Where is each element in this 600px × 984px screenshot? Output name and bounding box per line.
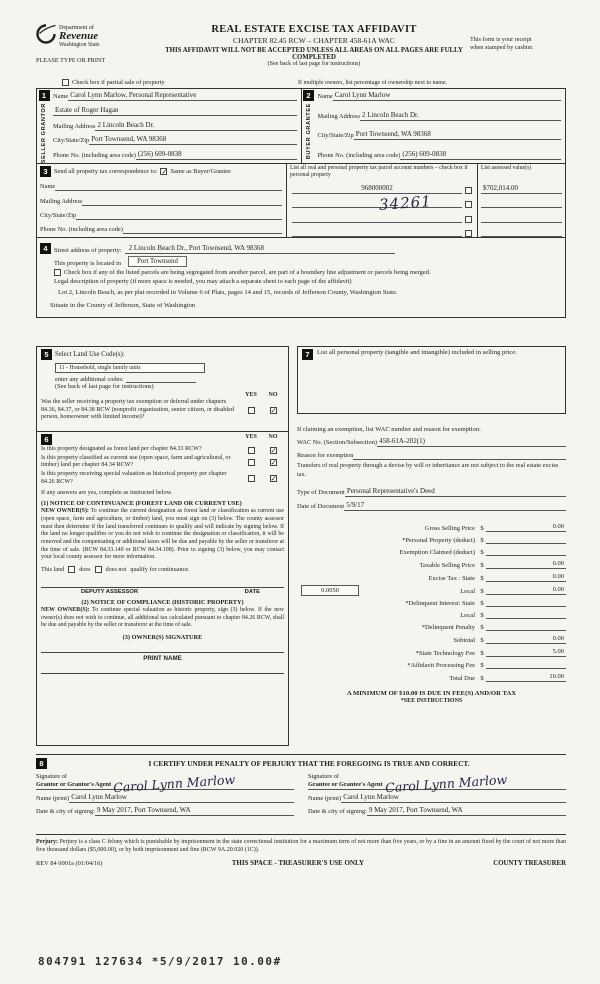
dollar-sign: $ — [480, 537, 484, 545]
owners-signature-title: (3) OWNER(S) SIGNATURE — [122, 633, 203, 641]
handwritten-parcel-note: 34261 — [378, 192, 433, 215]
grantor-date-city-label: Date & city of signing: — [36, 808, 95, 816]
additional-codes-value[interactable] — [126, 375, 196, 383]
receipt-note-line1: This form is your receipt — [470, 36, 532, 43]
treasurer-space-label: THIS SPACE - TREASURER'S USE ONLY — [231, 859, 365, 868]
excise-tax-state-value[interactable]: 0.00 — [486, 573, 566, 583]
same-as-buyer-label: Same as Buyer/Grantee — [170, 168, 231, 176]
buyer-grantee-side-label: BUYER GRANTEE — [305, 103, 312, 160]
partial-sale-label: Check box if partial sale of property — [72, 79, 165, 86]
grantee-signature-block — [308, 772, 566, 816]
corr-mailing-label: Mailing Address — [40, 197, 83, 205]
parcel-personal-checkbox[interactable] — [465, 230, 472, 237]
tax-row-label: Gross Selling Price — [424, 525, 475, 533]
grantee-date-city-value[interactable]: 9 May 2017, Port Townsend, WA — [367, 806, 566, 816]
wac-number-label: WAC No. (Section/Subsection) — [297, 439, 378, 447]
situate-line: Situate in the County of Jefferson, State of Washington — [50, 302, 196, 310]
dollar-sign: $ — [480, 662, 484, 670]
certification-statement: I CERTIFY UNDER PENALTY OF PERJURY THAT THE FOREGOING IS TRUE AND CORRECT. — [148, 759, 470, 769]
reason-exemption-label: Reason for exemption — [297, 452, 354, 460]
reason-exemption-line[interactable] — [353, 451, 566, 460]
multiple-owners-note: If multiple owners, list percentage of ownership next to name. — [298, 79, 448, 86]
print-name-label: PRINT NAME — [143, 654, 182, 662]
grantee-signature-of-label: Signature of — [308, 773, 339, 781]
classification-section — [36, 432, 289, 746]
buyer-phone-value[interactable]: (256) 609-0838 — [400, 150, 561, 160]
grantor-signature-of-label: Signature of — [36, 773, 67, 781]
tax-row-label: Local — [460, 588, 475, 596]
personal-property-label: List all personal property (tangible and intangible) included in selling price. — [317, 349, 517, 357]
seller-phone-value[interactable]: (256) 609-0838 — [136, 150, 297, 160]
reason-exemption-text: Transfers of real property through a devise by will or inheritance are not subject to the real estate excise tax. — [297, 462, 559, 478]
buyer-phone-label: Phone No. (including area code) — [317, 152, 401, 160]
buyer-mailing-label: Mailing Address — [317, 112, 360, 120]
notice-continuance-text: To continue the current designation as forest land or classification as current use (open space, farm and agriculture, or timber) land, you must sign on (3) below. The county assessor must then determine if the land transferred continues to qualify and will indicate by signing below. If the land no longer qualifies or you do not wish to continue the designation or classification, it will be removed and the compensating or additional taxes will be due and payable by the seller or transferor at the time of sale. (RCW 84.33.140 or RCW 84.34.108). Prior to signing (3) below, you may contact your local county assessor for more information. — [41, 508, 284, 561]
no-column-header: NO — [268, 392, 278, 399]
grantor-name-print-value[interactable]: Carol Lynn Marlow — [69, 793, 294, 803]
corr-csz-value[interactable] — [76, 211, 282, 220]
assessed-value[interactable] — [481, 228, 562, 237]
grantee-date-city-label: Date & city of signing: — [308, 808, 367, 816]
please-type-label: PLEASE TYPE OR PRINT — [36, 57, 106, 64]
current-use-yes-checkbox[interactable] — [248, 459, 255, 466]
continuance-qualify-row — [41, 566, 284, 573]
segregated-checkbox[interactable] — [54, 269, 61, 276]
delinquent-interest-state-value[interactable] — [486, 599, 566, 608]
grantee-name-print-label: Name (print) — [308, 795, 342, 803]
perjury-lead: Perjury: — [36, 839, 58, 846]
rev-form-number: REV 84 0001a (01/04/16) — [36, 859, 103, 867]
dollar-sign: $ — [480, 575, 484, 583]
grantor-date-city-value[interactable]: 9 May 2017, Port Townsend, WA — [95, 806, 294, 816]
receipt-note — [470, 24, 566, 52]
parcel-personal-checkbox[interactable] — [465, 187, 472, 194]
chapter-line: CHAPTER 82.45 RCW – CHAPTER 458-61A WAC — [233, 36, 395, 45]
personal-property-section — [297, 346, 566, 414]
located-in-value[interactable]: Port Townsend — [128, 256, 187, 267]
dollar-sign: $ — [480, 637, 484, 645]
buyer-name-label: Name — [317, 93, 333, 100]
assessed-value[interactable] — [481, 214, 562, 223]
grantor-signature[interactable]: Carol Lynn Marlow — [112, 771, 236, 796]
grantee-name-print-value[interactable]: Carol Lynn Marlow — [341, 793, 566, 803]
assessed-value[interactable]: $702,014.00 — [481, 184, 562, 194]
grantor-agent-label: Grantor or Grantor's Agent — [36, 781, 112, 789]
seller-name-value[interactable]: Carol Lynn Marlow, Personal Representative — [68, 91, 296, 101]
if-yes-instruction: If any answers are yes, complete as instructed below. — [41, 489, 173, 497]
deferral-yes-checkbox[interactable] — [248, 407, 255, 414]
dollar-sign: $ — [480, 588, 484, 596]
corr-name-value[interactable] — [55, 182, 282, 191]
historic-yes-checkbox[interactable] — [248, 475, 255, 482]
cashier-stamp: 804791 127634 *5/9/2017 10.00# — [38, 955, 282, 968]
buyer-csz-value[interactable]: Port Townsend, WA 98368 — [354, 130, 561, 140]
corr-mailing-value[interactable] — [82, 197, 282, 206]
dollar-sign: $ — [480, 562, 484, 570]
seller-csz-value[interactable]: Port Townsend, WA 98368 — [89, 135, 296, 145]
land-use-section — [36, 346, 289, 432]
section-2-number: 2 — [303, 90, 314, 101]
property-section — [36, 238, 566, 318]
tax-row-label: *Delinquent Penalty — [421, 624, 475, 632]
delinquent-penalty-value[interactable] — [486, 623, 566, 632]
assessed-values-header: List assessed value(s) — [477, 164, 565, 179]
deferral-question: Was the seller receiving a property tax exemption or deferral under chapters 84.36, 84.37, or 84.38 RCW (nonprofit organization, senior citizen, or disabled person, homeowner with limited income)? — [41, 399, 234, 421]
dollar-sign: $ — [480, 549, 484, 557]
date-of-document-label: Date of Document — [297, 503, 345, 511]
grantee-agent-label: Grantee or Grantee's Agent — [308, 781, 383, 789]
certification-section — [36, 754, 566, 828]
deputy-assessor-label: DEPUTY ASSESSOR — [81, 588, 139, 595]
receipt-note-line2: when stamped by cashier. — [470, 43, 534, 51]
gross-selling-price-value[interactable]: 0.00 — [486, 523, 566, 533]
county-treasurer-label: COUNTY TREASURER — [493, 859, 566, 867]
parcel-personal-checkbox[interactable] — [465, 201, 472, 208]
parcel-personal-checkbox[interactable] — [465, 216, 472, 223]
revenue-label: Revenue — [59, 29, 99, 42]
tax-row-label: Subtotal — [453, 637, 475, 645]
excise-tax-local-value[interactable]: 0.00 — [486, 586, 566, 596]
tax-row-label: Taxable Selling Price — [419, 562, 475, 570]
tax-row-label: *Affidavit Processing Fee — [407, 662, 475, 670]
additional-codes-label: enter any additional codes: — [55, 376, 124, 384]
buyer-section — [302, 89, 566, 163]
subtotal-value[interactable]: 0.00 — [486, 635, 566, 645]
dollar-sign: $ — [480, 650, 484, 658]
seller-mailing-label: Mailing Address — [53, 122, 96, 130]
date-of-document-value[interactable]: 5/9/17 — [344, 501, 566, 511]
dollar-sign: $ — [480, 600, 484, 608]
corr-csz-label: City/State/Zip — [40, 211, 77, 219]
dor-logo-icon — [36, 24, 56, 49]
seller-section — [37, 89, 302, 163]
located-in-label: This property is located in — [54, 260, 122, 268]
street-address-value[interactable]: 2 Lincoln Beach Dr., Port Townsend, WA 98368 — [125, 244, 395, 254]
land-use-code-value[interactable]: 11 - Household, single family units — [55, 363, 205, 373]
exemption-block — [297, 426, 566, 511]
corr-phone-value[interactable] — [123, 225, 282, 234]
see-instructions-note: *SEE INSTRUCTIONS — [400, 698, 463, 705]
this-land-label: This land — [41, 565, 65, 573]
notice-compliance-text: To continue special valuation as historic property, sign (3) below. If the new owner(s) does not wish to continue, all additional tax calculated pursuant to chapter 84.26 RCW, shall be due and payable by the seller or transferor at the time of sale. — [41, 606, 285, 629]
legal-description-value[interactable]: Lot 2, Lincoln Beach, as per plat recorded in Volume 6 of Plats, pages 14 and 15, records of Jefferson County, Washington State. — [58, 289, 398, 297]
tax-computation — [297, 519, 566, 704]
seller-phone-label: Phone No. (including area code) — [53, 152, 136, 160]
total-due-value[interactable]: 10.00 — [486, 673, 566, 683]
parcel-number-value[interactable] — [292, 199, 462, 208]
new-owners-lead: NEW OWNER(S): — [41, 508, 89, 515]
forest-yes-checkbox[interactable] — [248, 447, 255, 454]
minimum-due-note: A MINIMUM OF $10.00 IS DUE IN FEE(S) AND/OR TAX — [346, 690, 517, 698]
local-rate-box[interactable]: 0.0050 — [301, 585, 359, 596]
dollar-sign: $ — [480, 525, 484, 533]
party-sections — [36, 88, 566, 164]
owner-signature-line[interactable] — [41, 641, 284, 653]
seller-mailing-value[interactable]: 2 Lincoln Beach Dr. — [95, 121, 296, 131]
grantor-name-print-label: Name (print) — [36, 795, 70, 803]
parcel-list-header: List all real and personal property tax parcel account numbers – check box if personal property — [290, 165, 468, 178]
notice-compliance-body — [41, 607, 284, 630]
parcel-row — [287, 223, 565, 237]
perjury-text: Perjury is a class C felony which is punishable by imprisonment in the state correctional institution for a maximum term of not more than five years, or by a fine in an amount fixed by the court of not more than five thousand dollars ($5,000.00), or by both imprisonment and fine (RCW 9A.20.020 (1C)). — [36, 839, 567, 854]
parcel-number-value[interactable]: 968000002 — [292, 184, 462, 194]
land-does-not-checkbox[interactable] — [95, 566, 102, 573]
grantor-signature-block — [36, 772, 294, 816]
tax-row-label: *State Technology Fee — [415, 650, 475, 658]
form-title: REAL ESTATE EXCISE TAX AFFIDAVIT — [211, 24, 417, 35]
section-6-number: 6 — [41, 434, 52, 445]
historic-no-checkbox[interactable]: ✓ — [270, 474, 277, 484]
see-back-line: (See back of last page for instructions) — [267, 61, 361, 67]
buyer-csz-label: City/State/Zip — [317, 132, 354, 140]
yes-column-header: YES — [245, 392, 257, 399]
taxable-selling-price-value[interactable]: 0.00 — [486, 560, 566, 570]
forest-land-question: Is this property designated as forest land per chapter 84.33 RCW? — [41, 446, 202, 453]
form-header — [36, 24, 566, 76]
affidavit-processing-fee-value[interactable] — [486, 661, 566, 670]
section-1-number: 1 — [39, 90, 50, 101]
corr-name-label: Name — [40, 183, 56, 191]
current-use-no-checkbox[interactable]: ✓ — [270, 457, 277, 467]
section-7-number: 7 — [302, 349, 313, 360]
tax-row-label: Excise Tax : State — [428, 575, 475, 583]
perjury-notice — [36, 834, 566, 854]
wac-number-value[interactable]: 458-61A-202(1) — [377, 437, 566, 447]
warning-line: THIS AFFIDAVIT WILL NOT BE ACCEPTED UNLESS ALL AREAS ON ALL PAGES ARE FULLY COMPLETED — [165, 47, 463, 61]
parcel-number-value[interactable] — [292, 228, 462, 237]
section-3-number: 3 — [40, 166, 51, 177]
new-owners-lead: NEW OWNER(S): — [41, 606, 90, 613]
state-technology-fee-value[interactable]: 5.00 — [486, 648, 566, 658]
deferral-no-checkbox[interactable]: ✓ — [270, 406, 277, 416]
segregated-label: Check box if any of the listed parcels are being segregated from another parcel, are part of a boundary line adjustment or parcels being merged. — [64, 269, 431, 277]
seller-name-value-2[interactable]: Estate of Roger Hagan — [53, 106, 297, 116]
correspondence-section — [37, 164, 287, 237]
delinquent-interest-local-value[interactable] — [486, 611, 566, 620]
dollar-sign: $ — [480, 675, 484, 683]
footer-row — [36, 859, 566, 867]
type-of-document-label: Type of Document — [297, 489, 345, 497]
seller-grantor-side-label: SELLER GRANTOR — [41, 103, 47, 164]
washington-state-label: Washington State — [59, 42, 100, 49]
send-correspondence-label: Send all property tax correspondence to: — [54, 168, 158, 176]
does-label: does — [79, 565, 91, 573]
grantee-signature[interactable]: Carol Lynn Marlow — [384, 771, 508, 796]
dept-of-label: Department of — [59, 24, 94, 31]
land-does-checkbox[interactable] — [68, 566, 75, 573]
notice-continuance-title: (1) NOTICE OF CONTINUANCE (FOREST LAND OR CURRENT USE) — [41, 500, 242, 508]
section-5-number: 5 — [41, 349, 52, 360]
seller-csz-label: City/State/Zip — [53, 137, 90, 145]
buyer-name-value[interactable]: Carol Lynn Marlow — [333, 91, 561, 101]
current-use-question: Is this property classified as current use (open space, farm and agricultural, or timber) land per chapter 84.34 RCW? — [41, 454, 231, 469]
partial-sale-row — [62, 79, 566, 86]
partial-sale-checkbox[interactable] — [62, 79, 69, 86]
claim-exemption-label: If claiming an exemption, list WAC number and reason for exemption: — [297, 426, 481, 434]
section-8-number: 8 — [36, 758, 47, 769]
historic-question: Is this property receiving special valuation as historical property per chapter 84.26 RCW? — [41, 471, 227, 485]
dollar-sign: $ — [480, 612, 484, 620]
forest-no-checkbox[interactable]: ✓ — [270, 445, 277, 455]
title-block — [158, 24, 470, 67]
exemption-claimed-value[interactable] — [486, 548, 566, 557]
type-of-document-value[interactable]: Personal Representative's Deed — [345, 487, 566, 497]
tax-row-label: Exemption Claimed (deduct) — [399, 549, 475, 557]
section-4-number: 4 — [40, 243, 51, 254]
notice-compliance-title: (2) NOTICE OF COMPLIANCE (HISTORIC PROPERTY) — [81, 598, 244, 606]
correspondence-and-parcels-section — [36, 164, 566, 238]
owner-print-name-line[interactable] — [41, 662, 284, 674]
street-address-label: Street address of property: — [54, 247, 122, 255]
corr-phone-label: Phone No. (including area code) — [40, 226, 123, 234]
agency-block — [36, 24, 158, 64]
personal-property-deduct-value[interactable] — [486, 536, 566, 545]
dollar-sign: $ — [480, 624, 484, 632]
middle-columns — [36, 346, 566, 746]
tax-row-label: *Delinquent Interest: State — [405, 600, 475, 608]
parcel-number-value[interactable] — [292, 214, 462, 223]
no-column-header: NO — [268, 434, 278, 441]
notice-continuance-body — [41, 508, 284, 562]
same-as-buyer-checkbox[interactable]: ✓ — [161, 167, 168, 177]
buyer-mailing-value[interactable]: 2 Lincoln Beach Dr. — [360, 111, 561, 121]
parcels-section — [287, 164, 565, 237]
yes-column-header: YES — [245, 434, 257, 441]
see-back-instructions: (See back of last page for instructions) — [55, 383, 154, 391]
land-use-title: Select Land Use Code(s): — [55, 351, 125, 359]
legal-description-label: Legal description of property (if more space is needed, you may attach a separate sheet to each page of the affidavit) — [54, 278, 352, 286]
tax-row-label: Local — [460, 612, 475, 620]
does-not-label: does not — [105, 565, 127, 573]
tax-row-label: *Personal Property (deduct) — [402, 537, 475, 545]
assessed-value[interactable] — [481, 199, 562, 208]
tax-row-label: Total Due — [449, 675, 475, 683]
qualify-label: qualify for continuance. — [130, 565, 190, 573]
seller-name-label: Name — [53, 93, 69, 100]
date-label: DATE — [244, 588, 260, 595]
